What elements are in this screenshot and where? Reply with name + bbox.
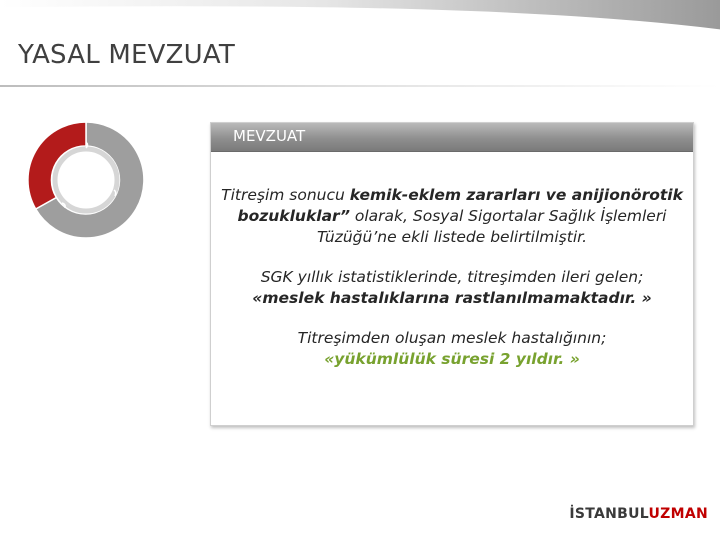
paragraph-vibration-effects xyxy=(211,185,693,248)
slide-title: YASAL MEVZUAT xyxy=(18,40,235,70)
p3-line2-highlight: «yükümlülük süresi 2 yıldır. » xyxy=(324,350,580,368)
p1-line2-bold: bozukluklar” xyxy=(237,207,350,225)
p3-line1: Titreşimden oluşan meslek hastalığının; xyxy=(297,329,607,347)
paragraph-sgk-statistics xyxy=(211,267,693,309)
legislation-panel xyxy=(210,122,694,426)
brand-logo xyxy=(569,506,708,522)
p1-line1-prefix: Titreşim sonucu xyxy=(221,186,350,204)
p2-line2-bold: «meslek hastalıklarına rastlanılmamaktadır. » xyxy=(252,289,652,307)
paragraph-liability-period xyxy=(211,328,693,370)
p1-line3: Tüzüğü’ne ekli listede belirtilmiştir. xyxy=(316,228,588,246)
panel-body xyxy=(211,185,693,389)
title-divider xyxy=(0,85,720,87)
p1-line1-bold: kemik-eklem zararları ve anijionörotik xyxy=(349,186,683,204)
logo-part-uzman: UZMAN xyxy=(648,506,708,522)
logo-part-istanbul: İSTANBUL xyxy=(569,506,649,522)
p2-line1: SGK yıllık istatistiklerinde, titreşimden ileri gelen; xyxy=(260,268,644,286)
top-decorative-band xyxy=(0,0,720,40)
p1-line2-rest: olarak, Sosyal Sigortalar Sağlık İşlemleri xyxy=(349,207,667,225)
progress-ring-graphic xyxy=(26,120,146,240)
panel-header-label: MEVZUAT xyxy=(233,127,306,145)
